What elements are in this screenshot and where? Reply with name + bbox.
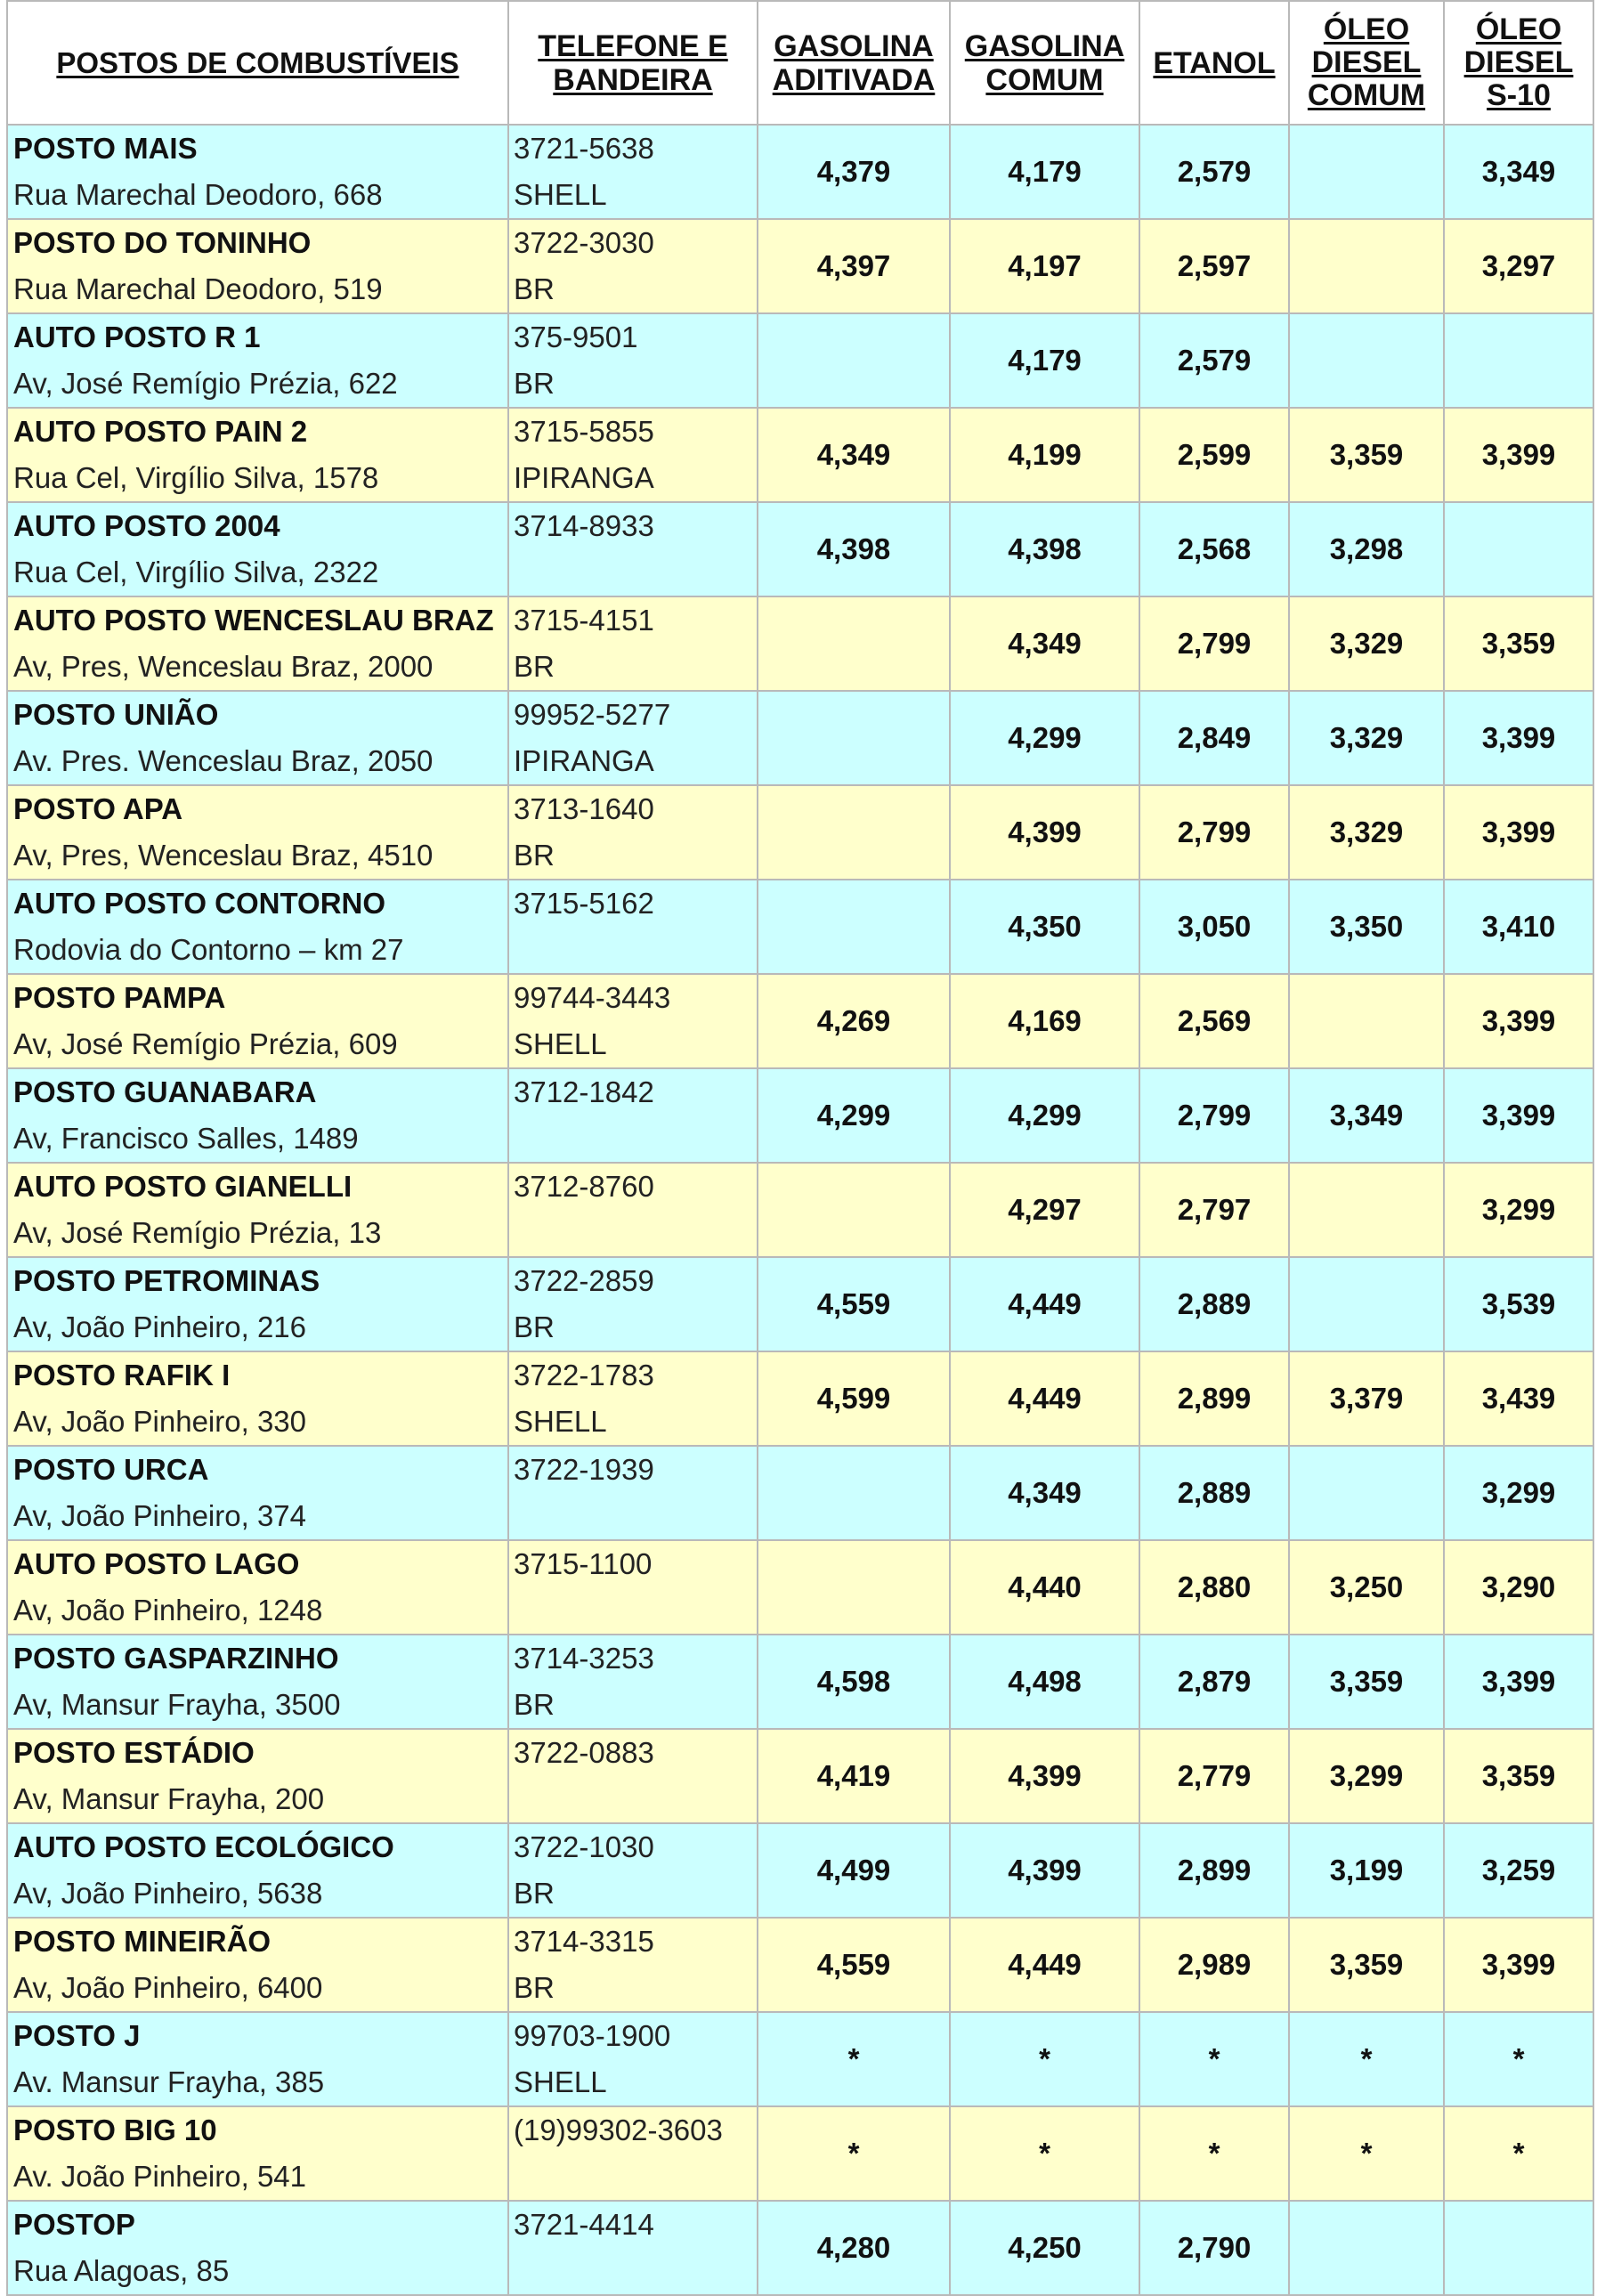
price-diesel-common [1289,125,1444,219]
phone-brand-cell [508,125,758,219]
price-ethanol: 2,569 [1139,974,1289,1068]
station-cell [7,1163,508,1257]
header-row [7,1,1593,125]
phone-brand-cell [508,219,758,313]
price-diesel-s10: 3,359 [1444,596,1593,691]
price-gasoline-common: 4,399 [950,1823,1139,1918]
station-name: POSTO PAMPA [13,981,226,1014]
station-brand: BR [514,1971,555,2004]
station-name: POSTO URCA [13,1453,209,1486]
price-gasoline-common: 4,449 [950,1257,1139,1351]
station-cell [7,1635,508,1729]
price-ethanol: 2,889 [1139,1446,1289,1540]
phone-brand-cell [508,1163,758,1257]
price-diesel-common: 3,350 [1289,880,1444,974]
price-ethanol: 2,899 [1139,1823,1289,1918]
price-gasoline-additive: 4,599 [758,1351,950,1446]
station-phone: 375-9501 [514,320,638,353]
price-diesel-s10: 3,349 [1444,125,1593,219]
price-ethanol: 2,849 [1139,691,1289,785]
phone-brand-cell [508,1729,758,1823]
price-gasoline-additive: 4,598 [758,1635,950,1729]
station-address: Av, João Pinheiro, 374 [13,1499,307,1532]
station-brand: BR [514,367,555,400]
price-gasoline-additive: 4,559 [758,1257,950,1351]
table-row [7,1729,1593,1823]
station-name: AUTO POSTO 2004 [13,509,280,542]
price-diesel-s10: 3,399 [1444,1635,1593,1729]
price-gasoline-common: 4,449 [950,1351,1139,1446]
price-gasoline-additive: 4,419 [758,1729,950,1823]
price-ethanol: * [1139,2012,1289,2106]
station-name: AUTO POSTO ECOLÓGICO [13,1830,394,1863]
station-name: POSTO GASPARZINHO [13,1642,339,1675]
station-address: Av. Pres. Wenceslau Braz, 2050 [13,744,434,777]
station-brand: SHELL [514,1027,607,1060]
station-address: Rua Marechal Deodoro, 519 [13,272,383,305]
station-name: POSTO J [13,2019,141,2052]
price-ethanol: 2,779 [1139,1729,1289,1823]
station-name: POSTOP [13,2208,135,2241]
header-diesel-s10: ÓLEO DIESEL S-10 [1444,1,1593,125]
table-body [7,125,1593,2295]
station-cell [7,2106,508,2201]
station-brand: BR [514,1310,555,1343]
price-gasoline-additive [758,1446,950,1540]
phone-brand-cell [508,2106,758,2201]
phone-brand-cell [508,596,758,691]
phone-brand-cell [508,502,758,596]
station-name: AUTO POSTO R 1 [13,320,261,353]
price-diesel-s10: 3,399 [1444,974,1593,1068]
station-name: AUTO POSTO GIANELLI [13,1170,353,1203]
phone-brand-cell [508,1446,758,1540]
station-name: POSTO MAIS [13,132,198,165]
station-phone: 3722-2859 [514,1264,654,1297]
price-ethanol: 2,797 [1139,1163,1289,1257]
price-gasoline-common: 4,398 [950,502,1139,596]
station-brand [509,549,757,596]
price-ethanol: 3,050 [1139,880,1289,974]
price-ethanol: 2,880 [1139,1540,1289,1635]
phone-brand-cell [508,313,758,408]
station-address: Av, Mansur Frayha, 200 [13,1782,325,1815]
price-gasoline-common: * [950,2012,1139,2106]
table-row [7,1918,1593,2012]
station-name: POSTO BIG 10 [13,2113,217,2146]
price-diesel-s10: 3,299 [1444,1446,1593,1540]
price-diesel-common: * [1289,2106,1444,2201]
price-gasoline-common: 4,199 [950,408,1139,502]
price-gasoline-additive: 4,269 [758,974,950,1068]
price-ethanol: 2,899 [1139,1351,1289,1446]
station-cell [7,502,508,596]
phone-brand-cell [508,974,758,1068]
table-row [7,1163,1593,1257]
table-row [7,1823,1593,1918]
phone-brand-cell [508,1635,758,1729]
phone-brand-cell [508,691,758,785]
station-phone: 3715-5162 [514,887,654,920]
price-ethanol: 2,579 [1139,125,1289,219]
station-brand [509,1116,757,1162]
price-diesel-common: 3,359 [1289,1635,1444,1729]
price-diesel-common: 3,359 [1289,408,1444,502]
price-diesel-common: 3,349 [1289,1068,1444,1163]
price-gasoline-additive: * [758,2012,950,2106]
station-cell [7,313,508,408]
price-gasoline-common: 4,250 [950,2201,1139,2295]
station-address: Av. João Pinheiro, 541 [13,2160,307,2193]
price-ethanol: * [1139,2106,1289,2201]
price-diesel-s10: 3,399 [1444,408,1593,502]
table-row [7,1540,1593,1635]
station-address: Av, José Remígio Prézia, 622 [13,367,398,400]
price-diesel-s10: 3,259 [1444,1823,1593,1918]
station-brand: BR [514,650,555,683]
station-brand: BR [514,1688,555,1721]
station-brand: SHELL [514,1405,607,1438]
station-phone: 3714-3253 [514,1642,654,1675]
price-gasoline-common: 4,350 [950,880,1139,974]
table-row [7,502,1593,596]
station-address: Av, Pres, Wenceslau Braz, 4510 [13,839,434,872]
station-cell [7,1257,508,1351]
station-brand [509,1493,757,1539]
phone-brand-cell [508,1068,758,1163]
station-cell [7,880,508,974]
price-gasoline-additive: 4,280 [758,2201,950,2295]
table-row [7,596,1593,691]
price-gasoline-additive [758,1163,950,1257]
price-gasoline-common: 4,349 [950,1446,1139,1540]
station-phone: 3722-3030 [514,226,654,259]
table-row [7,880,1593,974]
table-row [7,1068,1593,1163]
header-stations: POSTOS DE COMBUSTÍVEIS [7,1,508,125]
station-brand [509,1776,757,1822]
station-brand [509,1210,757,1256]
table-row [7,125,1593,219]
price-diesel-common: 3,298 [1289,502,1444,596]
station-address: Rodovia do Contorno – km 27 [13,933,404,966]
price-diesel-common: 3,329 [1289,596,1444,691]
price-diesel-common: 3,299 [1289,1729,1444,1823]
station-name: POSTO RAFIK I [13,1359,231,1391]
price-ethanol: 2,889 [1139,1257,1289,1351]
station-phone: 3715-1100 [514,1547,653,1580]
price-gasoline-additive: 4,559 [758,1918,950,2012]
price-diesel-common [1289,219,1444,313]
table-row [7,2106,1593,2201]
price-gasoline-additive: 4,499 [758,1823,950,1918]
station-cell [7,1823,508,1918]
header-ethanol: ETANOL [1139,1,1289,125]
station-name: POSTO MINEIRÃO [13,1925,272,1958]
station-brand: SHELL [514,178,607,211]
phone-brand-cell [508,1540,758,1635]
price-gasoline-additive [758,1540,950,1635]
price-diesel-common: * [1289,2012,1444,2106]
price-gasoline-common: 4,440 [950,1540,1139,1635]
price-diesel-s10: * [1444,2106,1593,2201]
price-diesel-common [1289,313,1444,408]
price-diesel-s10: 3,410 [1444,880,1593,974]
price-ethanol: 2,799 [1139,1068,1289,1163]
station-brand: BR [514,1877,555,1910]
price-diesel-common: 3,359 [1289,1918,1444,2012]
station-phone: 3714-3315 [514,1925,654,1958]
price-gasoline-additive [758,313,950,408]
station-address: Av, João Pinheiro, 1248 [13,1594,323,1627]
station-name: POSTO APA [13,792,183,825]
station-name: AUTO POSTO WENCESLAU BRAZ [13,604,494,637]
station-phone: 99952-5277 [514,698,671,731]
phone-brand-cell [508,2201,758,2295]
station-cell [7,974,508,1068]
price-gasoline-common: 4,399 [950,1729,1139,1823]
station-brand [509,2248,757,2294]
phone-brand-cell [508,408,758,502]
price-diesel-s10: 3,290 [1444,1540,1593,1635]
station-cell [7,785,508,880]
table-row [7,1351,1593,1446]
station-address: Av, João Pinheiro, 216 [13,1310,307,1343]
station-phone: 3715-4151 [514,604,654,637]
price-gasoline-additive: 4,379 [758,125,950,219]
station-address: Av, João Pinheiro, 6400 [13,1971,323,2004]
header-phone-brand: TELEFONE E BANDEIRA [508,1,758,125]
price-gasoline-common: 4,179 [950,125,1139,219]
station-phone: 3714-8933 [514,509,654,542]
station-phone: 3721-4414 [514,2208,654,2241]
price-diesel-s10: 3,299 [1444,1163,1593,1257]
price-gasoline-additive: * [758,2106,950,2201]
station-address: Av. Mansur Frayha, 385 [13,2065,325,2098]
station-brand: BR [514,272,555,305]
phone-brand-cell [508,880,758,974]
price-gasoline-additive: 4,397 [758,219,950,313]
station-phone: 3721-5638 [514,132,654,165]
station-address: Av, Francisco Salles, 1489 [13,1122,359,1155]
station-brand: IPIRANGA [514,461,654,494]
station-phone: 3722-1783 [514,1359,654,1391]
station-name: AUTO POSTO CONTORNO [13,887,386,920]
table-row [7,2012,1593,2106]
table-row [7,785,1593,880]
station-name: AUTO POSTO LAGO [13,1547,300,1580]
station-brand [509,1587,757,1634]
station-address: Rua Cel, Virgílio Silva, 1578 [13,461,379,494]
station-address: Av, Pres, Wenceslau Braz, 2000 [13,650,434,683]
header-gasoline-common: GASOLINA COMUM [950,1,1139,125]
price-diesel-s10 [1444,313,1593,408]
table-row [7,313,1593,408]
price-diesel-common: 3,199 [1289,1823,1444,1918]
price-gasoline-additive [758,596,950,691]
price-diesel-s10: 3,399 [1444,785,1593,880]
station-phone: 3713-1640 [514,792,654,825]
station-cell [7,1729,508,1823]
station-phone: 3712-1842 [514,1075,654,1108]
price-diesel-common [1289,974,1444,1068]
station-name: POSTO PETROMINAS [13,1264,320,1297]
price-gasoline-additive [758,880,950,974]
price-ethanol: 2,790 [1139,2201,1289,2295]
fuel-price-table [6,0,1594,2296]
station-phone: 3722-1939 [514,1453,654,1486]
price-sheet [6,0,1593,2287]
price-diesel-common [1289,1257,1444,1351]
price-gasoline-common: * [950,2106,1139,2201]
station-address: Av, João Pinheiro, 5638 [13,1877,323,1910]
header-gasoline-additive: GASOLINA ADITIVADA [758,1,950,125]
station-address: Rua Alagoas, 85 [13,2254,230,2287]
station-phone: 3712-8760 [514,1170,654,1203]
station-phone: 99744-3443 [514,981,671,1014]
station-address: Rua Marechal Deodoro, 668 [13,178,383,211]
phone-brand-cell [508,1351,758,1446]
header-diesel-common: ÓLEO DIESEL COMUM [1289,1,1444,125]
price-gasoline-common: 4,349 [950,596,1139,691]
price-diesel-s10: 3,439 [1444,1351,1593,1446]
price-diesel-s10: 3,399 [1444,1068,1593,1163]
station-brand [509,927,757,973]
phone-brand-cell [508,785,758,880]
station-phone: 3722-0883 [514,1736,654,1769]
price-ethanol: 2,599 [1139,408,1289,502]
station-cell [7,1068,508,1163]
station-name: POSTO GUANABARA [13,1075,317,1108]
price-diesel-common: 3,329 [1289,785,1444,880]
station-cell [7,408,508,502]
station-brand: IPIRANGA [514,744,654,777]
price-ethanol: 2,879 [1139,1635,1289,1729]
price-gasoline-additive [758,691,950,785]
station-name: POSTO DO TONINHO [13,226,312,259]
table-row [7,1635,1593,1729]
station-brand [509,2154,757,2200]
price-ethanol: 2,597 [1139,219,1289,313]
price-ethanol: 2,568 [1139,502,1289,596]
price-gasoline-additive [758,785,950,880]
price-diesel-common: 3,329 [1289,691,1444,785]
station-name: POSTO UNIÃO [13,698,219,731]
price-diesel-common [1289,2201,1444,2295]
station-name: AUTO POSTO PAIN 2 [13,415,308,448]
table-row [7,1257,1593,1351]
station-address: Rua Cel, Virgílio Silva, 2322 [13,556,379,588]
price-gasoline-common: 4,399 [950,785,1139,880]
station-phone: 3722-1030 [514,1830,654,1863]
phone-brand-cell [508,2012,758,2106]
station-address: Av, João Pinheiro, 330 [13,1405,307,1438]
station-cell [7,1918,508,2012]
station-cell [7,596,508,691]
price-gasoline-common: 4,297 [950,1163,1139,1257]
station-cell [7,2012,508,2106]
table-row [7,219,1593,313]
price-diesel-s10: * [1444,2012,1593,2106]
price-diesel-common [1289,1163,1444,1257]
price-gasoline-additive: 4,398 [758,502,950,596]
price-diesel-s10 [1444,2201,1593,2295]
price-gasoline-additive: 4,349 [758,408,950,502]
price-gasoline-common: 4,169 [950,974,1139,1068]
price-diesel-s10: 3,359 [1444,1729,1593,1823]
table-row [7,408,1593,502]
station-address: Av, José Remígio Prézia, 609 [13,1027,398,1060]
price-gasoline-common: 4,299 [950,691,1139,785]
table-row [7,691,1593,785]
price-gasoline-common: 4,498 [950,1635,1139,1729]
table-row [7,2201,1593,2295]
station-phone: (19)99302-3603 [514,2113,723,2146]
table-row [7,974,1593,1068]
price-ethanol: 2,579 [1139,313,1289,408]
price-gasoline-common: 4,449 [950,1918,1139,2012]
price-ethanol: 2,989 [1139,1918,1289,2012]
price-diesel-s10: 3,539 [1444,1257,1593,1351]
phone-brand-cell [508,1918,758,2012]
price-ethanol: 2,799 [1139,596,1289,691]
station-cell [7,125,508,219]
station-cell [7,2201,508,2295]
station-cell [7,219,508,313]
station-address: Av, Mansur Frayha, 3500 [13,1688,341,1721]
station-brand: BR [514,839,555,872]
price-diesel-s10 [1444,502,1593,596]
price-gasoline-common: 4,179 [950,313,1139,408]
price-diesel-common [1289,1446,1444,1540]
price-diesel-s10: 3,297 [1444,219,1593,313]
price-gasoline-common: 4,197 [950,219,1139,313]
price-ethanol: 2,799 [1139,785,1289,880]
phone-brand-cell [508,1823,758,1918]
price-diesel-s10: 3,399 [1444,691,1593,785]
station-cell [7,1351,508,1446]
price-diesel-common: 3,379 [1289,1351,1444,1446]
station-cell [7,691,508,785]
table-row [7,1446,1593,1540]
price-diesel-s10: 3,399 [1444,1918,1593,2012]
price-gasoline-additive: 4,299 [758,1068,950,1163]
station-brand: SHELL [514,2065,607,2098]
station-phone: 99703-1900 [514,2019,671,2052]
station-address: Av, José Remígio Prézia, 13 [13,1216,382,1249]
station-cell [7,1446,508,1540]
station-name: POSTO ESTÁDIO [13,1736,255,1769]
station-cell [7,1540,508,1635]
price-diesel-common: 3,250 [1289,1540,1444,1635]
station-phone: 3715-5855 [514,415,654,448]
phone-brand-cell [508,1257,758,1351]
price-gasoline-common: 4,299 [950,1068,1139,1163]
